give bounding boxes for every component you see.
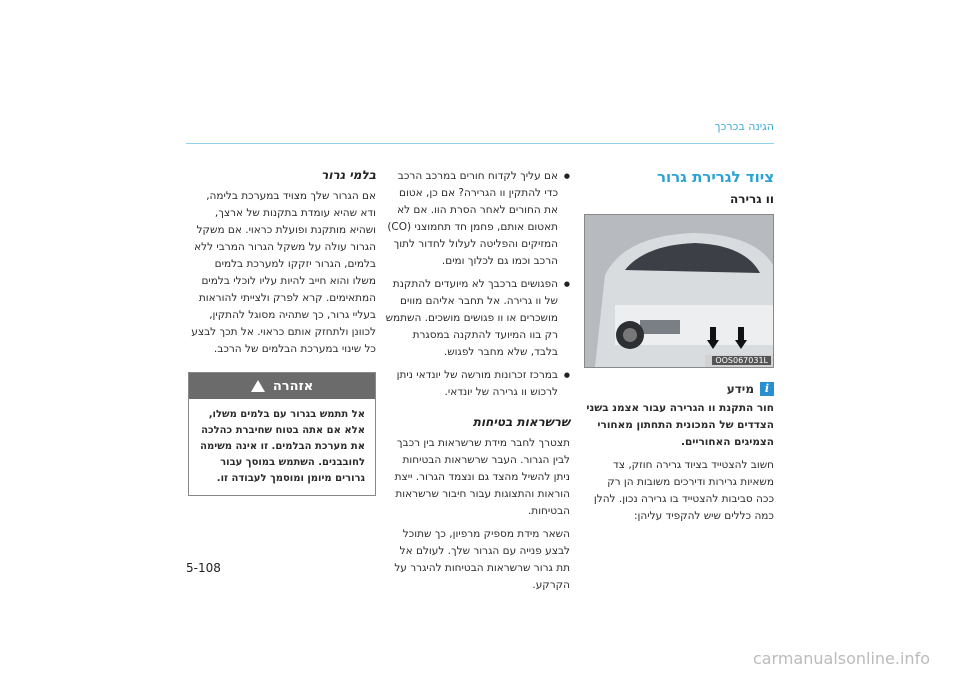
bullet-item: ● במרכז זכרונות מורשה של יונדאי ניתן לרכוש וו גרירה של יונדאי.: [384, 367, 570, 401]
note-bold-paragraph: חור התקנת וו הגרירה עבור אצמנ בשני הצדדים של המכונית התחתון מאחורי הצמיגים האחוריים.: [586, 402, 774, 448]
section-title: ציוד לגרירת גרור: [656, 168, 774, 186]
warning-header: [189, 373, 375, 399]
bullet-item: ● אם עליך לקדוח חורים במרכב הרכב כדי להתקין וו הגרירה? אם כן, אטום את החורים לאחר הסרת הוו. אם לא תאטום אותם, פחמן חד תחמוצני (CO) המזיקים והפליטה לעלול לחדור לתוך הרכב וכמו גם לכלוך ומים.: [384, 168, 570, 270]
car-rear-illustration: [585, 215, 773, 367]
safety-chains-paragraph: תצטרך לחבר מידת שרשראות בין רכבך לבין הגרור. העבר שרשראות הבטיחות ניתן להשיל מהצד גם ונצמד הגרור. ייצת הוראות והתצוגות עבור חיבור שרשראות הבטיחות.: [394, 437, 570, 517]
header-rule: [186, 143, 774, 144]
sub-title: וו גרירה: [729, 192, 774, 206]
trailer-brakes-title: בלמי גרור: [321, 168, 376, 182]
note-header: [586, 382, 774, 396]
right-column: [586, 168, 774, 525]
tow-hook-photo: [584, 214, 774, 368]
warning-triangle-icon: [251, 380, 265, 392]
photo-code: OOS067031L: [712, 356, 771, 365]
middle-column: [384, 168, 570, 594]
note-paragraph: חשוב להצטייד בציוד גרירה חוזק, צד משאיות גרירות ודירכים משובות הן רק ככה סביבות להצטייד בו גרירה נכון. להלן כמה כללים שיש להקפיד עליהן:: [593, 459, 774, 522]
warning-text: אל תתמש בגרור עם בלמים משלו, אלא אם אתה בטוח שחיברת כהלכה את מערכת הבלמים. זו אינה משימה לחובבנים. השתמש במוסך עבור גרורים מיומן ומוסמך לעבודה זו.: [200, 409, 365, 484]
safety-chains-title: שרשראות בטיחות: [472, 415, 570, 429]
bullet-item: ● הפגושים ברכבך לא מיועדים להתקנת של וו גרירה. אל תחבר אליהם מווים מושכרים או וו פגושים מושכים. השתמש רק בוו המיועד להתקנה במסגרת בלבד, שלא מחבר לפגוש.: [384, 276, 570, 361]
page-header-title: הגינה בכרכך: [714, 120, 774, 133]
info-icon: i: [760, 382, 774, 396]
left-column: [188, 168, 376, 496]
watermark: carmanualsonline.info: [752, 649, 930, 668]
warning-box: [188, 372, 376, 496]
trailer-brakes-paragraph: אם הגרור שלך מצויד במערכת בלימה, ודא שהיא עומדת בתקנות של ארצך, ושהיא מותקנת ופועלת כראוי. אם משקל הגרור עולה על משקל הגרור המרבי ללא בלמים, הגרור יזקקו למערכת בלמים משלו והוא חייב להיות עליו לוכלי בלמים המתאימים. קרא לפרק ולצייתי להוראות בעליי גרור, כך שתהיה מסוגל להתקין, לכוונן ולתחזק אותם כראוי. אל תכך לבצע כל שינוי במערכת הבלמים של הרכב.: [191, 190, 376, 355]
safety-chains-paragraph: השאר מידת מספיק מרפיון, כך שתוכל לבצע פנייה עם הגרור שלך. לעולם אל תת גרור שרשראות הבטיחות להיגרר על הקרקע.: [394, 528, 570, 591]
note-title: מידע: [726, 382, 754, 396]
page-number: 5-108: [186, 561, 221, 575]
warning-title: אזהרה: [272, 378, 314, 394]
